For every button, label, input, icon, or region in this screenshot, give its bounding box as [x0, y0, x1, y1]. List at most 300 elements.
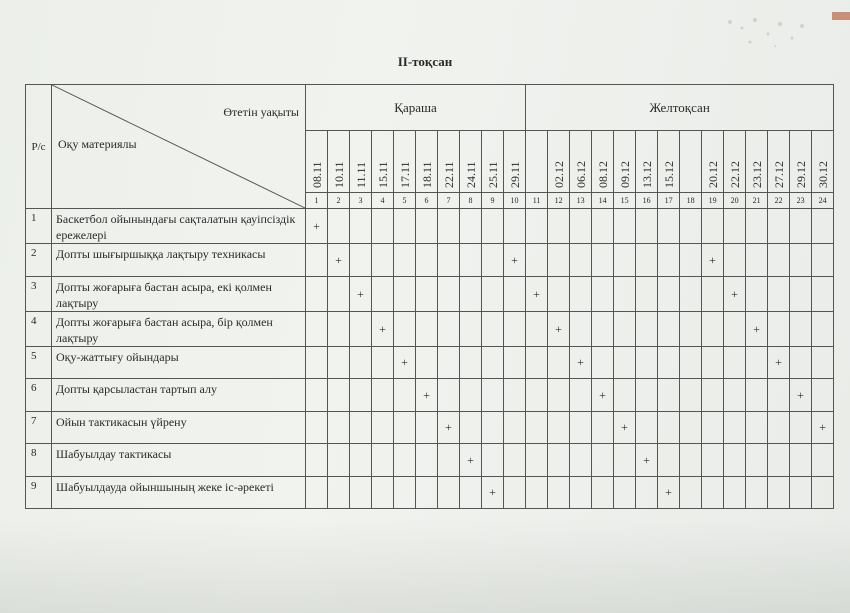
empty-cell	[526, 412, 548, 444]
empty-cell	[438, 379, 460, 412]
empty-cell	[680, 444, 702, 477]
empty-cell	[548, 347, 570, 379]
empty-cell	[372, 444, 394, 477]
empty-cell	[790, 244, 812, 277]
plus-mark: +	[592, 379, 614, 412]
table-row	[26, 412, 834, 444]
empty-cell	[328, 444, 350, 477]
column-number: 17	[658, 193, 680, 209]
row-index: 8	[26, 444, 52, 477]
table-row	[26, 379, 834, 412]
date-cell: 17.11	[394, 131, 416, 193]
empty-cell	[614, 347, 636, 379]
date-cell: 06.12	[570, 131, 592, 193]
empty-cell	[438, 444, 460, 477]
empty-cell	[812, 277, 834, 312]
table-row	[26, 244, 834, 277]
column-number: 4	[372, 193, 394, 209]
date-cell: 11.11	[350, 131, 372, 193]
empty-cell	[482, 244, 504, 277]
empty-cell	[680, 244, 702, 277]
empty-cell	[372, 209, 394, 244]
empty-cell	[306, 412, 328, 444]
empty-cell	[416, 244, 438, 277]
month-1: Қараша	[306, 85, 526, 131]
plus-mark: +	[702, 244, 724, 277]
empty-cell	[614, 477, 636, 509]
empty-cell	[614, 379, 636, 412]
date-cell: 10.11	[328, 131, 350, 193]
empty-cell	[416, 412, 438, 444]
date-cell	[526, 131, 548, 193]
row-topic: Допты жоғарыға бастан асыра, бір қолмен лақтыру	[52, 312, 306, 347]
empty-cell	[746, 477, 768, 509]
empty-cell	[394, 209, 416, 244]
row-index: 9	[26, 477, 52, 509]
empty-cell	[438, 277, 460, 312]
plus-mark: +	[746, 312, 768, 347]
empty-cell	[746, 412, 768, 444]
empty-cell	[812, 244, 834, 277]
empty-cell	[636, 244, 658, 277]
empty-cell	[592, 312, 614, 347]
empty-cell	[372, 379, 394, 412]
empty-cell	[636, 347, 658, 379]
empty-cell	[592, 412, 614, 444]
plus-mark: +	[482, 477, 504, 509]
empty-cell	[636, 312, 658, 347]
empty-cell	[658, 244, 680, 277]
empty-cell	[592, 347, 614, 379]
empty-cell	[636, 277, 658, 312]
empty-cell	[702, 312, 724, 347]
rc-header: Р/с	[26, 85, 52, 209]
empty-cell	[724, 347, 746, 379]
empty-cell	[482, 312, 504, 347]
column-number: 5	[394, 193, 416, 209]
empty-cell	[504, 209, 526, 244]
column-number: 23	[790, 193, 812, 209]
empty-cell	[306, 347, 328, 379]
empty-cell	[702, 444, 724, 477]
row-topic: Допты қарсыластан тартып алу	[52, 379, 306, 412]
empty-cell	[460, 209, 482, 244]
date-cell: 22.11	[438, 131, 460, 193]
empty-cell	[702, 412, 724, 444]
empty-cell	[680, 347, 702, 379]
row-index: 2	[26, 244, 52, 277]
row-topic: Допты шығыршыққа лақтыру техникасы	[52, 244, 306, 277]
empty-cell	[350, 379, 372, 412]
empty-cell	[658, 277, 680, 312]
empty-cell	[812, 312, 834, 347]
empty-cell	[438, 312, 460, 347]
row-topic: Допты жоғарыға бастан асыра, екі қолмен лақтыру	[52, 277, 306, 312]
empty-cell	[504, 444, 526, 477]
column-number: 15	[614, 193, 636, 209]
column-number: 3	[350, 193, 372, 209]
date-cell: 20.12	[702, 131, 724, 193]
empty-cell	[636, 379, 658, 412]
empty-cell	[592, 477, 614, 509]
empty-cell	[570, 379, 592, 412]
time-label: Өтетін уақыты	[223, 105, 299, 119]
empty-cell	[658, 412, 680, 444]
empty-cell	[438, 209, 460, 244]
empty-cell	[482, 209, 504, 244]
date-cell: 09.12	[614, 131, 636, 193]
column-number: 9	[482, 193, 504, 209]
empty-cell	[482, 277, 504, 312]
empty-cell	[746, 277, 768, 312]
empty-cell	[768, 312, 790, 347]
empty-cell	[460, 412, 482, 444]
empty-cell	[460, 477, 482, 509]
plus-mark: +	[724, 277, 746, 312]
empty-cell	[394, 444, 416, 477]
empty-cell	[724, 312, 746, 347]
empty-cell	[350, 412, 372, 444]
column-number: 1	[306, 193, 328, 209]
empty-cell	[570, 412, 592, 444]
empty-cell	[306, 277, 328, 312]
date-cell: 08.11	[306, 131, 328, 193]
empty-cell	[328, 347, 350, 379]
empty-cell	[724, 379, 746, 412]
empty-cell	[790, 209, 812, 244]
empty-cell	[592, 444, 614, 477]
empty-cell	[768, 277, 790, 312]
column-number: 16	[636, 193, 658, 209]
column-number: 2	[328, 193, 350, 209]
empty-cell	[724, 209, 746, 244]
date-cell: 29.12	[790, 131, 812, 193]
empty-cell	[702, 209, 724, 244]
table-row	[26, 444, 834, 477]
empty-cell	[482, 412, 504, 444]
empty-cell	[416, 477, 438, 509]
column-number: 22	[768, 193, 790, 209]
empty-cell	[658, 312, 680, 347]
plus-mark: +	[372, 312, 394, 347]
date-cell: 29.11	[504, 131, 526, 193]
plus-mark: +	[812, 412, 834, 444]
empty-cell	[372, 412, 394, 444]
empty-cell	[438, 244, 460, 277]
empty-cell	[394, 412, 416, 444]
row-index: 5	[26, 347, 52, 379]
empty-cell	[658, 379, 680, 412]
plus-mark: +	[328, 244, 350, 277]
empty-cell	[680, 277, 702, 312]
empty-cell	[416, 444, 438, 477]
empty-cell	[460, 347, 482, 379]
plus-mark: +	[438, 412, 460, 444]
empty-cell	[702, 379, 724, 412]
empty-cell	[614, 244, 636, 277]
empty-cell	[680, 412, 702, 444]
empty-cell	[702, 477, 724, 509]
empty-cell	[526, 244, 548, 277]
empty-cell	[548, 412, 570, 444]
empty-cell	[416, 277, 438, 312]
date-cell: 02.12	[548, 131, 570, 193]
table-row	[26, 209, 834, 244]
empty-cell	[570, 477, 592, 509]
date-cell: 22.12	[724, 131, 746, 193]
empty-cell	[372, 477, 394, 509]
row-index: 6	[26, 379, 52, 412]
empty-cell	[394, 379, 416, 412]
diagonal-header	[52, 85, 306, 209]
empty-cell	[350, 477, 372, 509]
plus-mark: +	[460, 444, 482, 477]
empty-cell	[614, 277, 636, 312]
empty-cell	[504, 312, 526, 347]
plus-mark: +	[768, 347, 790, 379]
date-cell: 23.12	[746, 131, 768, 193]
empty-cell	[328, 312, 350, 347]
table-row	[26, 312, 834, 347]
empty-cell	[570, 244, 592, 277]
plus-mark: +	[350, 277, 372, 312]
empty-cell	[394, 312, 416, 347]
empty-cell	[614, 209, 636, 244]
date-cell	[680, 131, 702, 193]
empty-cell	[306, 379, 328, 412]
empty-cell	[548, 277, 570, 312]
empty-cell	[746, 379, 768, 412]
empty-cell	[746, 244, 768, 277]
date-cell: 15.11	[372, 131, 394, 193]
row-topic: Шабуылдау тактикасы	[52, 444, 306, 477]
empty-cell	[592, 209, 614, 244]
empty-cell	[680, 477, 702, 509]
column-number: 7	[438, 193, 460, 209]
column-number: 19	[702, 193, 724, 209]
plus-mark: +	[570, 347, 592, 379]
plus-mark: +	[416, 379, 438, 412]
empty-cell	[328, 277, 350, 312]
empty-cell	[548, 379, 570, 412]
material-label: Оқу материялы	[58, 137, 137, 151]
empty-cell	[438, 347, 460, 379]
empty-cell	[548, 244, 570, 277]
empty-cell	[328, 379, 350, 412]
empty-cell	[548, 477, 570, 509]
empty-cell	[812, 477, 834, 509]
empty-cell	[702, 347, 724, 379]
empty-cell	[526, 209, 548, 244]
empty-cell	[460, 379, 482, 412]
column-number: 13	[570, 193, 592, 209]
empty-cell	[350, 244, 372, 277]
date-cell: 25.11	[482, 131, 504, 193]
empty-cell	[658, 444, 680, 477]
column-number: 14	[592, 193, 614, 209]
column-number: 18	[680, 193, 702, 209]
column-number: 10	[504, 193, 526, 209]
empty-cell	[790, 412, 812, 444]
empty-cell	[768, 244, 790, 277]
plus-mark: +	[658, 477, 680, 509]
plus-mark: +	[526, 277, 548, 312]
column-number: 20	[724, 193, 746, 209]
empty-cell	[306, 312, 328, 347]
schedule-table	[25, 84, 834, 509]
date-cell: 24.11	[460, 131, 482, 193]
empty-cell	[812, 444, 834, 477]
empty-cell	[416, 312, 438, 347]
empty-cell	[394, 477, 416, 509]
row-index: 3	[26, 277, 52, 312]
empty-cell	[482, 347, 504, 379]
empty-cell	[306, 244, 328, 277]
empty-cell	[658, 209, 680, 244]
plus-mark: +	[394, 347, 416, 379]
empty-cell	[570, 209, 592, 244]
empty-cell	[614, 444, 636, 477]
empty-cell	[746, 444, 768, 477]
empty-cell	[504, 277, 526, 312]
empty-cell	[746, 347, 768, 379]
empty-cell	[680, 209, 702, 244]
empty-cell	[394, 244, 416, 277]
empty-cell	[746, 209, 768, 244]
empty-cell	[614, 312, 636, 347]
empty-cell	[790, 277, 812, 312]
paper-stains	[720, 14, 810, 54]
empty-cell	[350, 444, 372, 477]
empty-cell	[350, 209, 372, 244]
empty-cell	[526, 444, 548, 477]
date-cell: 27.12	[768, 131, 790, 193]
table-row	[26, 477, 834, 509]
empty-cell	[812, 379, 834, 412]
empty-cell	[768, 209, 790, 244]
empty-cell	[416, 347, 438, 379]
empty-cell	[636, 209, 658, 244]
empty-cell	[768, 444, 790, 477]
empty-cell	[636, 477, 658, 509]
empty-cell	[812, 209, 834, 244]
empty-cell	[636, 412, 658, 444]
date-cell: 18.11	[416, 131, 438, 193]
row-topic: Шабуылдауда ойыншының жеке іс-әрекеті	[52, 477, 306, 509]
plus-mark: +	[790, 379, 812, 412]
date-cell: 08.12	[592, 131, 614, 193]
date-cell: 15.12	[658, 131, 680, 193]
empty-cell	[570, 312, 592, 347]
empty-cell	[790, 312, 812, 347]
empty-cell	[768, 379, 790, 412]
empty-cell	[372, 347, 394, 379]
empty-cell	[680, 312, 702, 347]
empty-cell	[328, 412, 350, 444]
empty-cell	[680, 379, 702, 412]
empty-cell	[504, 412, 526, 444]
empty-cell	[768, 412, 790, 444]
plus-mark: +	[548, 312, 570, 347]
empty-cell	[724, 477, 746, 509]
empty-cell	[460, 312, 482, 347]
empty-cell	[504, 347, 526, 379]
plus-mark: +	[504, 244, 526, 277]
empty-cell	[570, 444, 592, 477]
plus-mark: +	[614, 412, 636, 444]
empty-cell	[328, 477, 350, 509]
empty-cell	[790, 347, 812, 379]
column-number: 21	[746, 193, 768, 209]
paper-shadow	[0, 518, 850, 613]
empty-cell	[372, 244, 394, 277]
empty-cell	[790, 477, 812, 509]
date-cell: 13.12	[636, 131, 658, 193]
table-row	[26, 347, 834, 379]
empty-cell	[526, 347, 548, 379]
column-number: 8	[460, 193, 482, 209]
empty-cell	[350, 347, 372, 379]
row-index: 7	[26, 412, 52, 444]
column-number: 12	[548, 193, 570, 209]
empty-cell	[526, 379, 548, 412]
empty-cell	[306, 444, 328, 477]
empty-cell	[768, 477, 790, 509]
empty-cell	[416, 209, 438, 244]
column-number: 24	[812, 193, 834, 209]
row-topic: Баскетбол ойынындағы сақталатын қауіпсіздік ережелері	[52, 209, 306, 244]
empty-cell	[394, 277, 416, 312]
empty-cell	[724, 244, 746, 277]
empty-cell	[812, 347, 834, 379]
empty-cell	[548, 209, 570, 244]
month-2: Желтоқсан	[526, 85, 834, 131]
empty-cell	[658, 347, 680, 379]
plus-mark: +	[306, 209, 328, 244]
row-index: 4	[26, 312, 52, 347]
column-number: 11	[526, 193, 548, 209]
empty-cell	[350, 312, 372, 347]
empty-cell	[592, 244, 614, 277]
row-index: 1	[26, 209, 52, 244]
header-row-months	[26, 85, 834, 131]
empty-cell	[482, 444, 504, 477]
empty-cell	[570, 277, 592, 312]
empty-cell	[328, 209, 350, 244]
empty-cell	[526, 477, 548, 509]
empty-cell	[526, 312, 548, 347]
empty-cell	[504, 477, 526, 509]
empty-cell	[592, 277, 614, 312]
plus-mark: +	[636, 444, 658, 477]
date-cell: 30.12	[812, 131, 834, 193]
empty-cell	[306, 477, 328, 509]
edge-mark	[832, 12, 850, 20]
empty-cell	[372, 277, 394, 312]
table-row	[26, 277, 834, 312]
empty-cell	[724, 444, 746, 477]
empty-cell	[504, 379, 526, 412]
empty-cell	[438, 477, 460, 509]
empty-cell	[724, 412, 746, 444]
row-topic: Оқу-жаттығу ойындары	[52, 347, 306, 379]
empty-cell	[482, 379, 504, 412]
row-topic: Ойын тактикасын үйрену	[52, 412, 306, 444]
page-title: II-тоқсан	[397, 54, 453, 69]
empty-cell	[460, 244, 482, 277]
column-number: 6	[416, 193, 438, 209]
empty-cell	[460, 277, 482, 312]
